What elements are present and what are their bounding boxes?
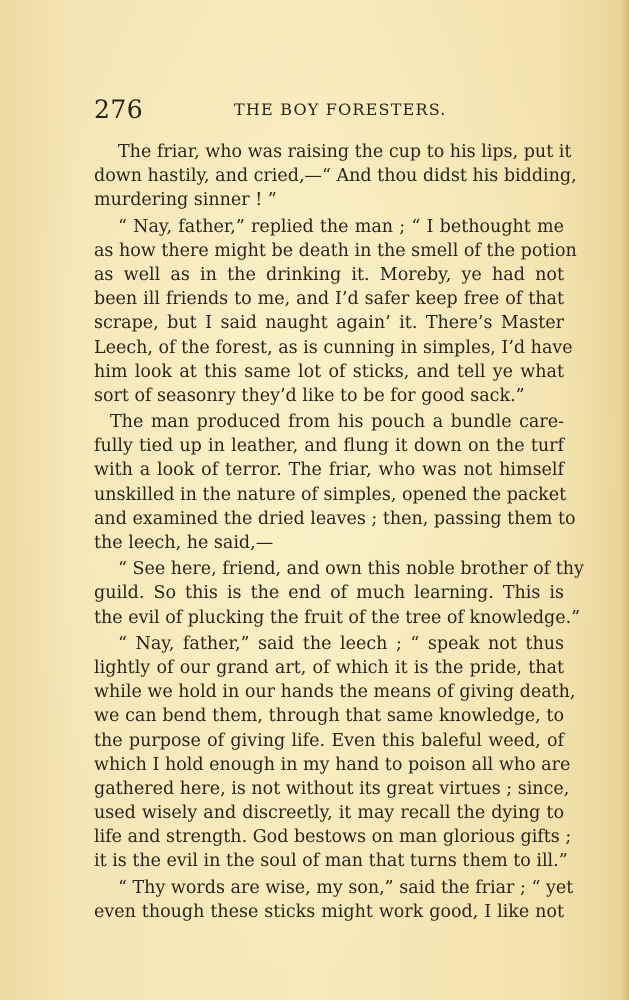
text-line: scrape, but I said naught again’ it. There’s Master: [94, 313, 564, 334]
body-text: [94, 140, 584, 924]
running-title: THE BOY FORESTERS.: [234, 100, 447, 119]
text-line: “ Nay, father,” replied the man ; “ I bethought me: [118, 216, 564, 237]
text-line: and examined the dried leaves ; then, passing them to: [94, 508, 576, 529]
text-line: the evil of plucking the fruit of the tree of knowledge.”: [94, 607, 581, 628]
text-line: “ Nay, father,” said the leech ; “ speak not thus: [118, 633, 564, 654]
text-line: lightly of our grand art, of which it is the pride, that: [94, 657, 564, 678]
text-line: it is the evil in the soul of man that turns them to ill.”: [94, 851, 568, 872]
text-line: “ Thy words are wise, my son,” said the friar ; “ yet: [118, 877, 574, 898]
text-line: “ See here, friend, and own this noble brother of thy: [118, 559, 584, 580]
text-line: we can bend them, through that same knowledge, to: [94, 706, 564, 727]
text-line: fully tied up in leather, and flung it down on the turf: [94, 436, 564, 457]
text-line: gathered here, is not without its great virtues ; since,: [94, 778, 570, 799]
text-line: the leech, he said,—: [94, 533, 274, 553]
text-line: murdering sinner ! ”: [94, 190, 277, 211]
text-line: used wisely and discreetly, it may recall the dying to: [94, 803, 564, 824]
page-number: 276: [94, 95, 144, 124]
text-line: The man produced from his pouch a bundle care-: [110, 412, 564, 433]
text-line: been ill friends to me, and I’d safer keep free of that: [94, 289, 564, 310]
text-line: life and strength. God bestows on man glorious gifts ;: [94, 827, 572, 848]
text-line: him look at this same lot of sticks, and tell ye what: [94, 361, 564, 382]
text-line: sort of seasonry they’d like to be for good sack.”: [94, 385, 525, 406]
text-line: as well as in the drinking it. Moreby, ye had not: [94, 264, 564, 285]
text-line: down hastily, and cried,—“ And thou didst his bidding,: [94, 166, 577, 187]
text-line: while we hold in our hands the means of giving death,: [94, 682, 576, 703]
text-line: as how there might be death in the smell of the potion: [94, 240, 577, 261]
text-line: The friar, who was raising the cup to his lips, put it: [118, 142, 572, 162]
text-line: Leech, of the forest, as is cunning in simples, I’d have: [94, 337, 573, 358]
text-line: guild. So this is the end of much learning. This is: [94, 583, 564, 604]
page-header: [94, 95, 564, 129]
text-line: unskilled in the nature of simples, opened the packet: [94, 484, 567, 505]
text-line: which I hold enough in my hand to poison all who are: [94, 754, 571, 775]
text-line: with a look of terror. The friar, who was not himself: [94, 460, 564, 481]
text-line: even though these sticks might work good, I like not: [94, 901, 564, 922]
text-line: the purpose of giving life. Even this baleful weed, of: [94, 730, 564, 751]
